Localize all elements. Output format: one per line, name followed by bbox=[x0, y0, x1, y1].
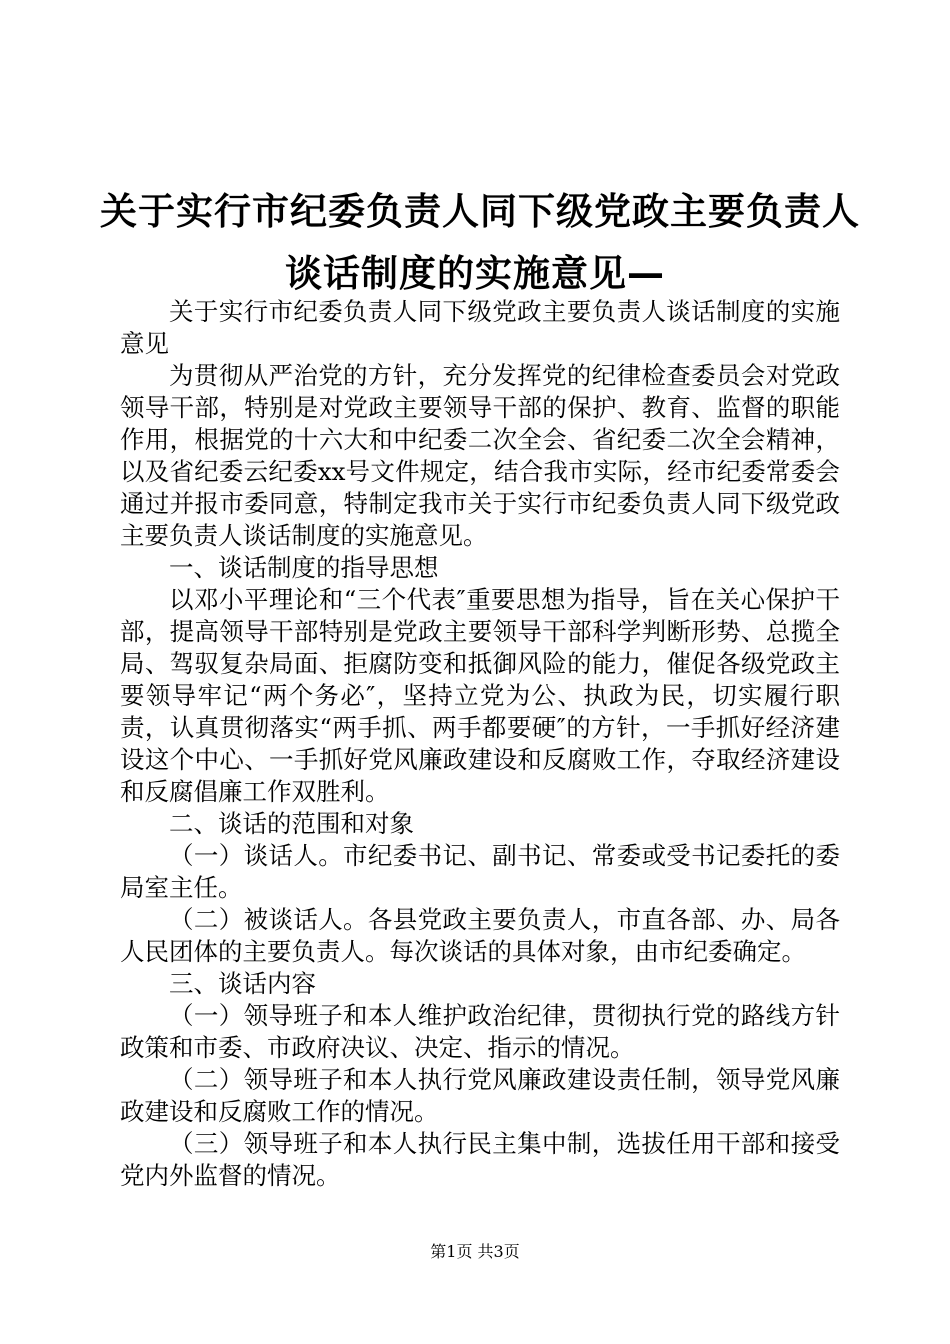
paragraph-content-2: （二）领导班子和本人执行党风廉政建设责任制，领导党风廉政建设和反腐败工作的情况。 bbox=[120, 1065, 840, 1126]
paragraph-guiding-thought: 以邓小平理论和“三个代表″重要思想为指导，旨在关心保护干部，提高领导干部特别是党政主要领导干部科学判断形势、总揽全局、驾驭复杂局面、拒腐防变和抵御风险的能力，催促各级党政主要领导牢记“两个务必″，坚持立党为公、执政为民，切实履行职责，认真贯彻落实“两手抓、两手都要硬″的方针，一手抓好经济建设这个中心、一手抓好党风廉政建设和反腐败工作，夺取经济建设和反腐倡廉工作双胜利。 bbox=[120, 585, 840, 806]
page-number-footer: 第1页 共3页 bbox=[430, 1242, 520, 1261]
paragraph-content-3: （三）领导班子和本人执行民主集中制，选拔任用干部和接受党内外监督的情况。 bbox=[120, 1129, 840, 1190]
paragraph-content-1: （一）领导班子和本人维护政治纪律，贯彻执行党的路线方针政策和市委、市政府决议、决定、指示的情况。 bbox=[120, 1001, 840, 1062]
document-title-line-2: 谈话制度的实施意见— bbox=[285, 252, 665, 295]
paragraph-interviewee: （二）被谈话人。各县党政主要负责人，市直各部、办、局各人民团体的主要负责人。每次谈话的具体对象，由市纪委确定。 bbox=[120, 905, 840, 966]
document-body bbox=[120, 296, 840, 1192]
section-heading-3: 三、谈话内容 bbox=[169, 969, 316, 998]
document-title-line-1: 关于实行市纪委负责人同下级党政主要负责人 bbox=[100, 190, 860, 233]
paragraph-interviewer: （一）谈话人。市纪委书记、副书记、常委或受书记委托的委局室主任。 bbox=[120, 841, 840, 902]
paragraph-preamble: 为贯彻从严治党的方针，充分发挥党的纪律检查委员会对党政领导干部，特别是对党政主要领导干部的保护、教育、监督的职能作用，根据党的十六大和中纪委二次全会、省纪委二次全会精神，以及省纪委云纪委xx号文件规定，结合我市实际，经市纪委常委会通过并报市委同意，特制定我市关于实行市纪委负责人同下级党政主要负责人谈话制度的实施意见。 bbox=[120, 361, 840, 550]
paragraph-subtitle: 关于实行市纪委负责人同下级党政主要负责人谈话制度的实施意见 bbox=[120, 297, 840, 358]
section-heading-1: 一、谈话制度的指导思想 bbox=[169, 553, 439, 582]
section-heading-2: 二、谈话的范围和对象 bbox=[169, 809, 414, 838]
